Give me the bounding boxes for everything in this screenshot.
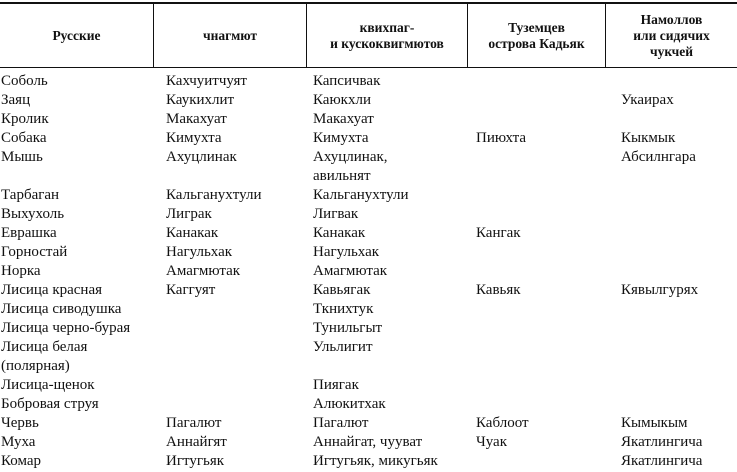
cell-russian: Лисица красная [1, 282, 103, 298]
header-chnagmyut: чнагмют [202, 27, 258, 43]
table-row [0, 91, 737, 110]
cell-russian: Лисица сиводушка [1, 301, 122, 317]
cell-kodiak: Кавьяк [476, 282, 521, 298]
cell-namollo: Якатлингича [621, 434, 703, 450]
cell-kvikhpag: Нагульхак [313, 244, 380, 260]
cell-russian: Горностай [1, 244, 68, 260]
cell-chnagmyut: Кимухта [166, 130, 222, 146]
cell-kodiak: Пиюхта [476, 130, 527, 146]
cell-russian: Собака [1, 130, 47, 146]
cell-chnagmyut: Нагульхак [166, 244, 233, 260]
cell-chnagmyut: Канакак [166, 225, 219, 241]
cell-russian: Комар [1, 453, 42, 469]
cell-chnagmyut: Амагмютак [166, 263, 241, 279]
cell-chnagmyut: Кальгануxтули [166, 187, 262, 203]
table-row [0, 414, 737, 433]
table-row [0, 224, 737, 243]
cell-kvikhpag: Кавьягак [313, 282, 371, 298]
cell-kvikhpag: Аннайгат, чууват [313, 434, 423, 450]
cell-kodiak: Чуак [476, 434, 507, 450]
table-row [0, 338, 737, 376]
cell-chnagmyut: Аннайгят [166, 434, 227, 450]
cell-kvikhpag: Алюкитхак [313, 396, 386, 412]
cell-russian: Норка [1, 263, 41, 279]
cell-chnagmyut: Каггуят [166, 282, 216, 298]
table-row [0, 262, 737, 281]
cell-russian: Мышь [1, 149, 43, 165]
header-kodiak: Туземцев острова Кадьяк [488, 19, 585, 51]
header-bottom-rule [0, 67, 737, 68]
cell-chnagmyut: Кахчуитчуят [166, 73, 247, 89]
cell-chnagmyut: Лиграк [166, 206, 212, 222]
cell-namollo: Укаирах [621, 92, 674, 108]
table-row [0, 205, 737, 224]
cell-russian: Червь [1, 415, 39, 431]
cell-chnagmyut: Макахуат [166, 111, 227, 127]
cell-kvikhpag: Кимухта [313, 130, 369, 146]
cell-kvikhpag: Макахуат [313, 111, 374, 127]
header-russian: Русские [52, 27, 101, 43]
cell-kvikhpag: Капсичвак [313, 73, 381, 89]
cell-russian: Еврашка [1, 225, 57, 241]
cell-kvikhpag: Тунильгыт [313, 320, 383, 336]
table-row [0, 186, 737, 205]
cell-kvikhpag: Канакак [313, 225, 366, 241]
cell-kodiak: Каблоот [476, 415, 529, 431]
table-row [0, 110, 737, 129]
table-row [0, 243, 737, 262]
cell-russian: Лисица черно-бурая [1, 320, 131, 336]
cell-kodiak: Кангак [476, 225, 521, 241]
cell-chnagmyut: Ахуцлинак [166, 149, 237, 165]
table-row [0, 300, 737, 319]
cell-russian: Лисица-щенок [1, 377, 95, 393]
cell-kvikhpag: Ахуцлинак, авильнят [313, 149, 388, 184]
table-row [0, 452, 737, 471]
cell-russian: Тарбаган [1, 187, 60, 203]
cell-namollo: Кыкмык [621, 130, 676, 146]
cell-namollo: Кявылгурях [621, 282, 699, 298]
header-namollo: Намоллов или сидячих чукчей [633, 11, 710, 59]
cell-kvikhpag: Пиягак [313, 377, 359, 393]
cell-namollo: Якатлингича [621, 453, 703, 469]
cell-russian: Лисица белая (полярная) [1, 339, 88, 374]
table-row [0, 148, 737, 186]
cell-kvikhpag: Пагалют [313, 415, 369, 431]
cell-chnagmyut: Игтугьяк [166, 453, 225, 469]
cell-namollo: Абсилнгара [621, 149, 696, 165]
cell-kvikhpag: Ульлигит [313, 339, 373, 355]
cell-russian: Соболь [1, 73, 48, 89]
cell-namollo: Кымыкым [621, 415, 688, 431]
cell-kvikhpag: Ткнихтук [313, 301, 374, 317]
cell-kvikhpag: Амагмютак [313, 263, 388, 279]
table-row [0, 72, 737, 91]
cell-kvikhpag: Каюкхли [313, 92, 371, 108]
cell-russian: Заяц [1, 92, 31, 108]
table-row [0, 129, 737, 148]
table-row [0, 395, 737, 414]
table-row [0, 281, 737, 300]
cell-kvikhpag: Кальгануxтули [313, 187, 409, 203]
cell-kvikhpag: Игтугьяк, микугьяк [313, 453, 438, 469]
header-kvikhpag: квихпаг- и кускоквигмютов [330, 19, 444, 51]
table-row [0, 433, 737, 452]
cell-kvikhpag: Лигвак [313, 206, 359, 222]
table-row [0, 376, 737, 395]
table-row [0, 319, 737, 338]
cell-russian: Муха [1, 434, 36, 450]
cell-chnagmyut: Пагалют [166, 415, 222, 431]
cell-chnagmyut: Каукихлит [166, 92, 235, 108]
cell-russian: Бобровая струя [1, 396, 99, 412]
cell-russian: Кролик [1, 111, 49, 127]
cell-russian: Выхухоль [1, 206, 65, 222]
